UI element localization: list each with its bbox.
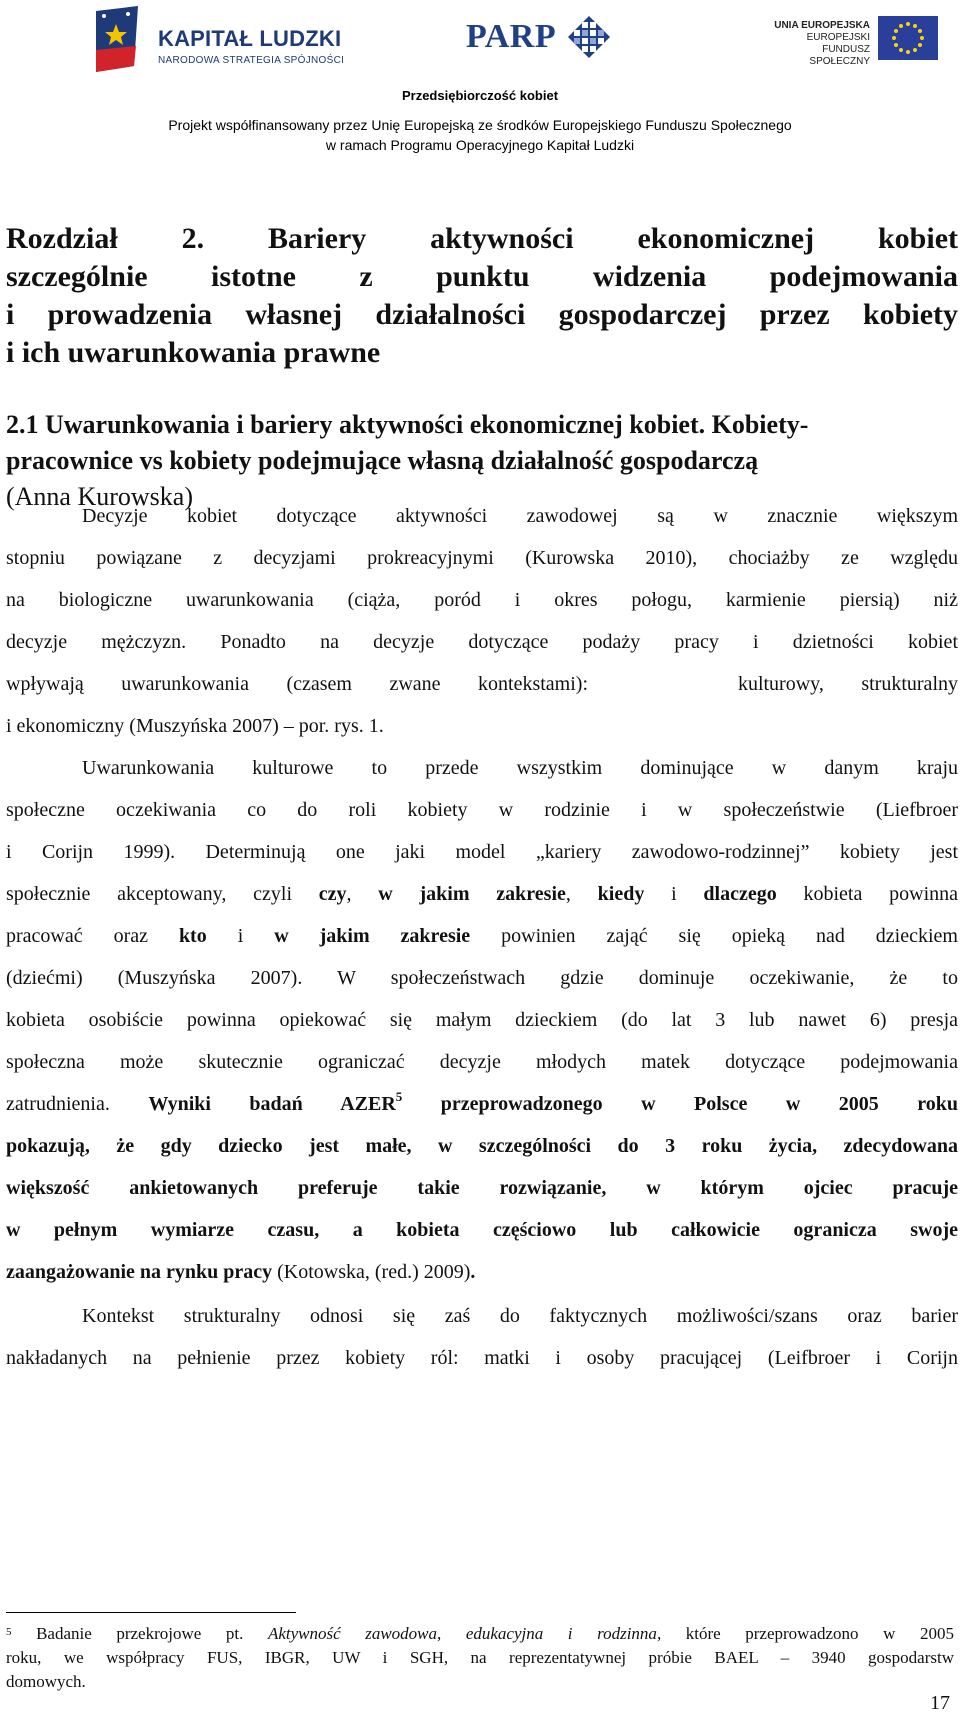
p1-line-4: decyzje mężczyzn. Ponadto na decyzje dotyczące podaży pracy i dzietności kobiet xyxy=(6,631,958,653)
p2-l4-bold-2: w jakim zakresie xyxy=(378,883,566,905)
section-line-2: pracownice vs kobiety podejmujące własną działalność gospodarczą xyxy=(6,446,759,475)
p2-l5-text-a: pracować oraz xyxy=(6,925,179,947)
footnote-l1-italic: Aktywność zawodowa, edukacyjna i rodzinna xyxy=(267,1624,657,1643)
p2-line-10: pokazują, że gdy dziecko jest małe, w szczególności do 3 roku życia, zdecydowana xyxy=(6,1135,958,1157)
p2-l9-text-a: zatrudnienia. xyxy=(6,1093,149,1115)
p2-line-5 xyxy=(6,925,958,948)
p2-line-7: kobieta osobiście powinna opiekować się małym dzieckiem (do lat 3 lub nawet 6) presja xyxy=(6,1009,958,1031)
eu-logo-text xyxy=(770,20,870,68)
footnote-mark: 5 xyxy=(6,1626,12,1638)
p2-l13-bold: zaangażowanie na rynku pracy xyxy=(6,1261,273,1283)
p2-l4-bold-3: kiedy xyxy=(597,883,645,905)
cofinance-line-2: w ramach Programu Operacyjnego Kapitał Ludzki xyxy=(325,137,635,153)
section-author: (Anna Kurowska) xyxy=(6,482,194,511)
chapter-line-3: i prowadzenia własnej działalności gospodarczej przez kobiety xyxy=(6,298,958,331)
chapter-heading xyxy=(6,220,958,372)
kapital-ludzki-title: KAPITAŁ LUDZKI xyxy=(158,26,342,51)
p1-line-1: Decyzje kobiet dotyczące aktywności zawodowej są w znacznie większym xyxy=(82,505,958,527)
footnote-l1-a: Badanie przekrojowe pt. xyxy=(11,1624,268,1643)
kapital-ludzki-logo xyxy=(96,6,345,76)
p2-l5-bold-2: w jakim zakresie xyxy=(274,925,471,947)
footnote-line-1 xyxy=(6,1622,954,1646)
p2-l4-bold-1: czy xyxy=(318,883,347,905)
eu-line-2: EUROPEJSKI xyxy=(806,32,870,43)
p2-line-2: społeczne oczekiwania co do roli kobiety w rodzinie i w społeczeństwie (Liefbroer xyxy=(6,799,958,821)
p2-line-1: Uwarunkowania kulturowe to przede wszystkim dominujące w danym kraju xyxy=(82,757,958,779)
eu-line-1: UNIA EUROPEJSKA xyxy=(774,20,870,31)
p2-l4-bold-4: dlaczego xyxy=(703,883,777,905)
footnote-line-3: domowych. xyxy=(6,1672,86,1691)
p2-line-3: i Corijn 1999). Determinują one jaki model „kariery zawodowo-rodzinnej” kobiety jest xyxy=(6,841,958,863)
p2-line-11: większość ankietowanych preferuje takie rozwiązanie, w którym ojciec pracuje xyxy=(6,1177,958,1199)
parp-title: PARP xyxy=(466,18,557,55)
p2-line-13 xyxy=(6,1261,958,1284)
footnote-separator xyxy=(6,1612,296,1613)
p1-line-6: i ekonomiczny (Muszyńska 2007) – por. rys. 1. xyxy=(6,715,384,737)
p3-line-1: Kontekst strukturalny odnosi się zaś do faktycznych możliwości/szans oraz barier xyxy=(82,1305,958,1327)
p2-l13-dot: . xyxy=(470,1261,476,1283)
p1-line-2: stopniu powiązane z decyzjami prokreacyjnymi (Kurowska 2010), chociażby ze względu xyxy=(6,547,958,569)
p2-line-6: (dziećmi) (Muszyńska 2007). W społeczeństwach gdzie dominuje oczekiwanie, że to xyxy=(6,967,958,989)
page-number: 17 xyxy=(930,1692,950,1714)
section-heading xyxy=(6,407,958,515)
section-line-1: 2.1 Uwarunkowania i bariery aktywności ekonomicznej kobiet. Kobiety- xyxy=(6,410,809,439)
cofinance-line-1: Projekt współfinansowany przez Unię Europejską ze środków Europejskiego Funduszu Społecznego xyxy=(168,117,792,133)
p2-l4-sep-2: , xyxy=(565,883,598,905)
p1-line-5: wpływają uwarunkowania (czasem zwane kontekstami): kulturowy, strukturalny xyxy=(6,673,958,695)
program-title: Przedsiębiorczość kobiet xyxy=(401,88,559,103)
p2-l9-bold-1: Wyniki badań AZER xyxy=(148,1093,396,1115)
footnote-line-2: roku, we współpracy FUS, IBGR, UW i SGH, na reprezentatywnej próbie BAEL – 3940 gospodarstw xyxy=(6,1648,954,1667)
p2-l13-text: (Kotowska, (red.) 2009) xyxy=(272,1261,471,1283)
p2-l5-sep: i xyxy=(206,925,275,947)
p2-l4-sep-3: i xyxy=(644,883,704,905)
p1-line-3: na biologiczne uwarunkowania (ciąża, poród i okres połogu, karmienie piersią) niż xyxy=(6,589,958,611)
footnote-5 xyxy=(6,1622,954,1694)
p2-l5-bold-1: kto xyxy=(178,925,207,947)
footnote-l1-b: , które przeprowadzono w 2005 xyxy=(656,1624,954,1643)
chapter-line-4: i ich uwarunkowania prawne xyxy=(6,336,381,369)
p2-l4-sep-1: , xyxy=(346,883,379,905)
parp-logo xyxy=(466,14,606,64)
p2-l9-bold-2: przeprowadzonego w Polsce w 2005 roku xyxy=(402,1093,958,1115)
p2-line-9 xyxy=(6,1089,958,1116)
p2-l4-text-d: kobieta powinna xyxy=(776,883,959,905)
eu-flag-icon xyxy=(878,16,938,60)
p2-l4-text-a: społecznie akceptowany, czyli xyxy=(6,883,319,905)
footnote-ref-5[interactable]: 5 xyxy=(395,1089,403,1104)
p3-line-2: nakładanych na pełnienie przez kobiety ról: matki i osoby pracującej (Leifbroer i Corijn xyxy=(6,1347,958,1369)
p2-line-4 xyxy=(6,883,958,906)
eu-line-3: FUNDUSZ SPOŁECZNY xyxy=(809,44,870,67)
kapital-ludzki-subtitle: NARODOWA STRATEGIA SPÓJNOŚCI xyxy=(158,55,345,66)
p2-l5-text-d: powinien zająć się opieką nad dzieckiem xyxy=(470,925,958,947)
p2-line-8: społeczna może skutecznie ograniczać decyzje młodych matek dotyczące podejmowania xyxy=(6,1051,958,1073)
kapital-ludzki-flag-icon xyxy=(96,6,146,76)
eu-logo xyxy=(770,14,940,67)
parp-mark-icon xyxy=(566,14,612,60)
chapter-line-1: Rozdział 2. Bariery aktywności ekonomicznej kobiet xyxy=(6,222,958,255)
p2-line-12: w pełnym wymiarze czasu, a kobieta częściowo lub całkowicie ogranicza swoje xyxy=(6,1219,958,1241)
chapter-line-2: szczególnie istotne z punktu widzenia podejmowania xyxy=(6,260,958,293)
